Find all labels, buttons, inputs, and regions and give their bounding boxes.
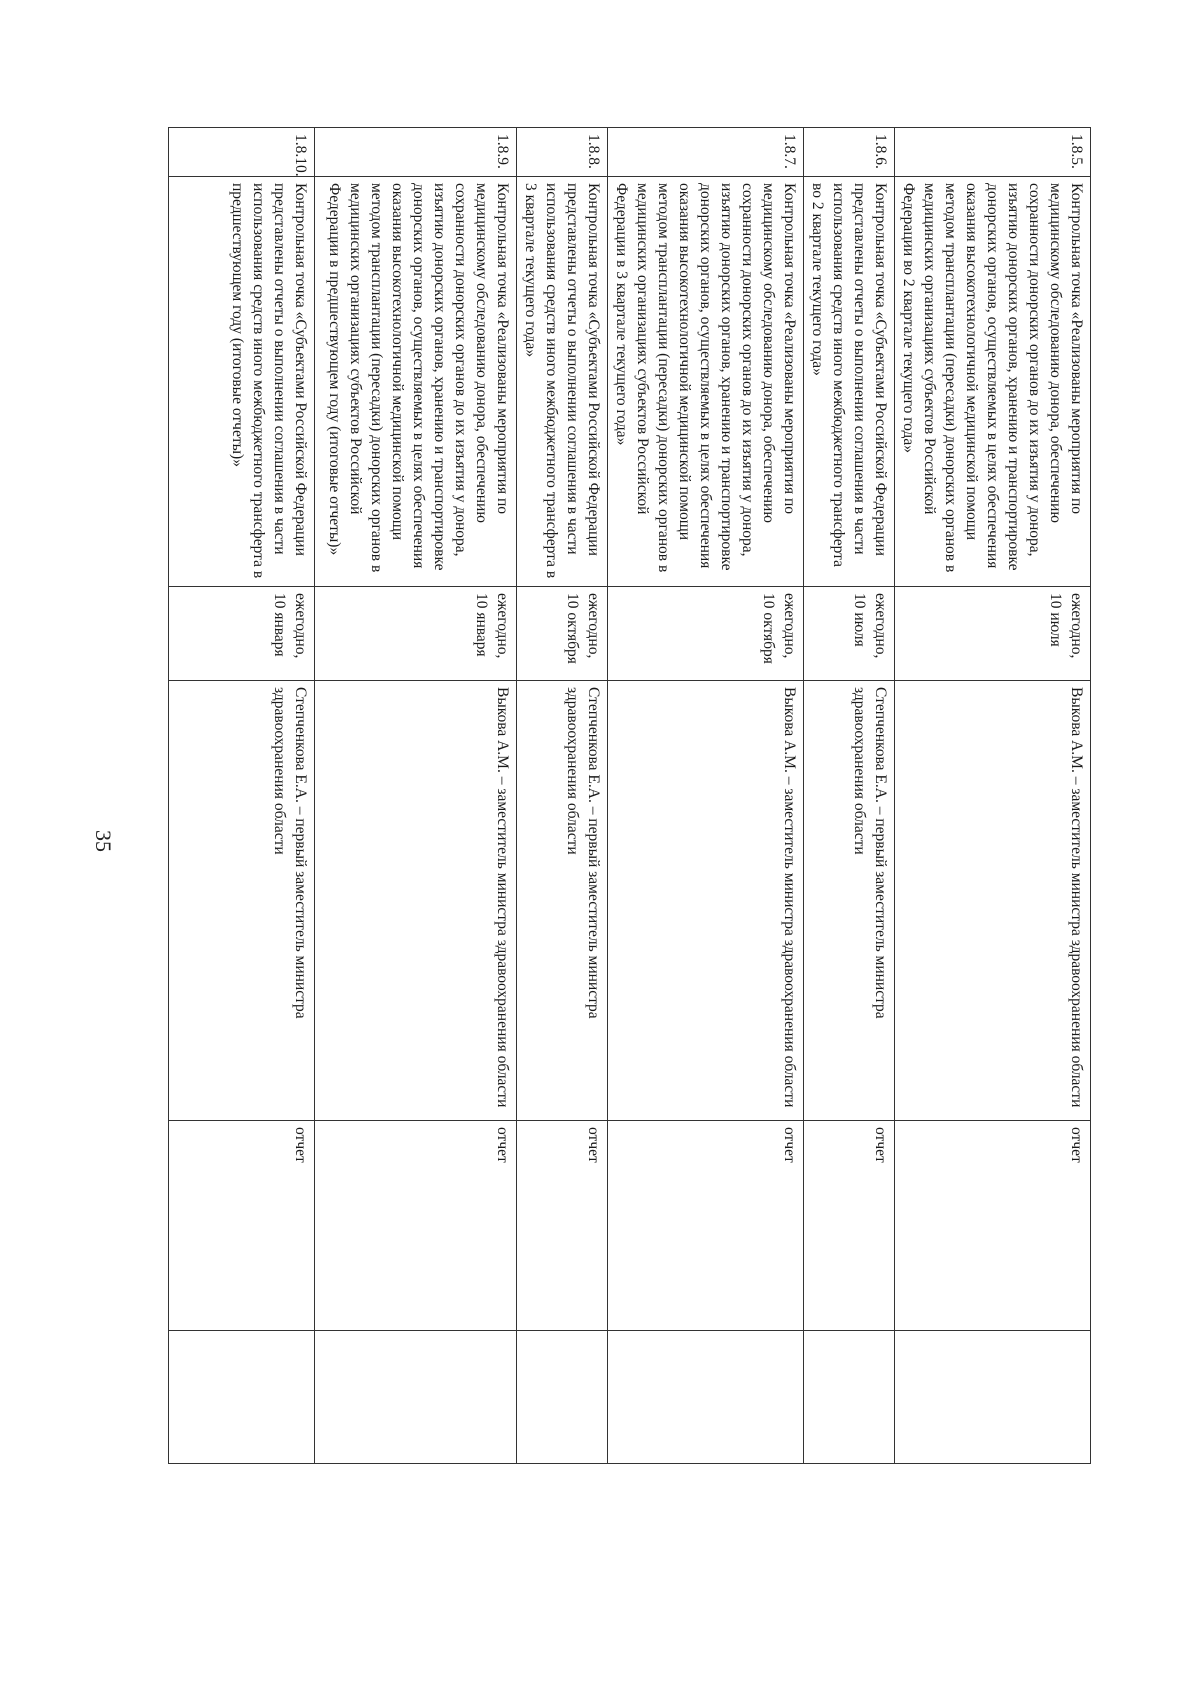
row-document: отчет xyxy=(608,1121,804,1331)
row-document: отчет xyxy=(804,1121,895,1331)
row-number: 1.8.7. xyxy=(608,128,804,177)
table-row xyxy=(804,128,895,1464)
row-deadline: ежегодно, 10 января xyxy=(169,587,315,681)
table-row xyxy=(608,128,804,1464)
row-responsible: Степченкова Е.А. – первый заместитель министра здравоохранения области xyxy=(169,681,315,1121)
row-deadline: ежегодно, 10 июля xyxy=(804,587,895,681)
table-row xyxy=(315,128,517,1464)
row-deadline: ежегодно, 10 июля xyxy=(895,587,1091,681)
row-extra xyxy=(169,1331,315,1464)
row-number: 1.8.10. xyxy=(169,128,315,177)
row-document: отчет xyxy=(517,1121,608,1331)
table-row xyxy=(895,128,1091,1464)
row-responsible: Степченкова Е.А. – первый заместитель министра здравоохранения области xyxy=(517,681,608,1121)
control-points-table xyxy=(168,127,1091,1464)
row-extra xyxy=(315,1331,517,1464)
table-row xyxy=(169,128,315,1464)
row-description: Контрольная точка «Реализованы мероприятия по медицинскому обследованию донора, обеспечению сохранности донорских органов до их изъятия у донора, изъятию донорских органов, хранению и транспортировке донорских органов, осуществляемых в целях обеспечения оказания высокотехнологичной медицинской помощи методом трансплантации (пересадки) донорских органов в медицинских организациях субъектов Российской Федерации в предшествующем году (итоговые отчеты)» xyxy=(315,177,517,587)
row-responsible: Выкова А.М. – заместитель министра здравоохранения области xyxy=(608,681,804,1121)
row-number: 1.8.9. xyxy=(315,128,517,177)
row-number: 1.8.8. xyxy=(517,128,608,177)
row-description: Контрольная точка «Субъектами Российской Федерации представлены отчеты о выполнении соглашения в части использования средств иного межбюджетного трансферта в предшествующем году (итоговые отчеты)» xyxy=(169,177,315,587)
row-responsible: Выкова А.М. – заместитель министра здравоохранения области xyxy=(315,681,517,1121)
row-number: 1.8.6. xyxy=(804,128,895,177)
row-responsible: Выкова А.М. – заместитель министра здравоохранения области xyxy=(895,681,1091,1121)
row-extra xyxy=(608,1331,804,1464)
row-description: Контрольная точка «Субъектами Российской Федерации представлены отчеты о выполнении соглашения в части использования средств иного межбюджетного трансферта в 3 квартале текущего года» xyxy=(517,177,608,587)
row-document: отчет xyxy=(315,1121,517,1331)
page-number: 35 xyxy=(91,830,116,852)
row-number: 1.8.5. xyxy=(895,128,1091,177)
row-document: отчет xyxy=(169,1121,315,1331)
row-deadline: ежегодно, 10 октября xyxy=(517,587,608,681)
row-deadline: ежегодно, 10 января xyxy=(315,587,517,681)
table-row xyxy=(517,128,608,1464)
row-description: Контрольная точка «Реализованы мероприятия по медицинскому обследованию донора, обеспечению сохранности донорских органов до их изъятия у донора, изъятию донорских органов, хранению и транспортировке донорских органов, осуществляемых в целях обеспечения оказания высокотехнологичной медицинской помощи методом трансплантации (пересадки) донорских органов в медицинских организациях субъектов Российской Федерации в 3 квартале текущего года» xyxy=(608,177,804,587)
row-document: отчет xyxy=(895,1121,1091,1331)
row-extra xyxy=(804,1331,895,1464)
row-deadline: ежегодно, 10 октября xyxy=(608,587,804,681)
row-description: Контрольная точка «Субъектами Российской Федерации представлены отчеты о выполнении соглашения в части использования средств иного межбюджетного трансферта во 2 квартале текущего года» xyxy=(804,177,895,587)
row-description: Контрольная точка «Реализованы мероприятия по медицинскому обследованию донора, обеспечению сохранности донорских органов до их изъятия у донора, изъятию донорских органов, хранению и транспортировке донорских органов, осуществляемых в целях обеспечения оказания высокотехнологичной медицинской помощи методом трансплантации (пересадки) донорских органов в медицинских организациях субъектов Российской Федерации во 2 квартале текущего года» xyxy=(895,177,1091,587)
row-extra xyxy=(517,1331,608,1464)
rotated-table-wrapper xyxy=(191,127,1091,1463)
row-responsible: Степченкова Е.А. – первый заместитель министра здравоохранения области xyxy=(804,681,895,1121)
row-extra xyxy=(895,1331,1091,1464)
